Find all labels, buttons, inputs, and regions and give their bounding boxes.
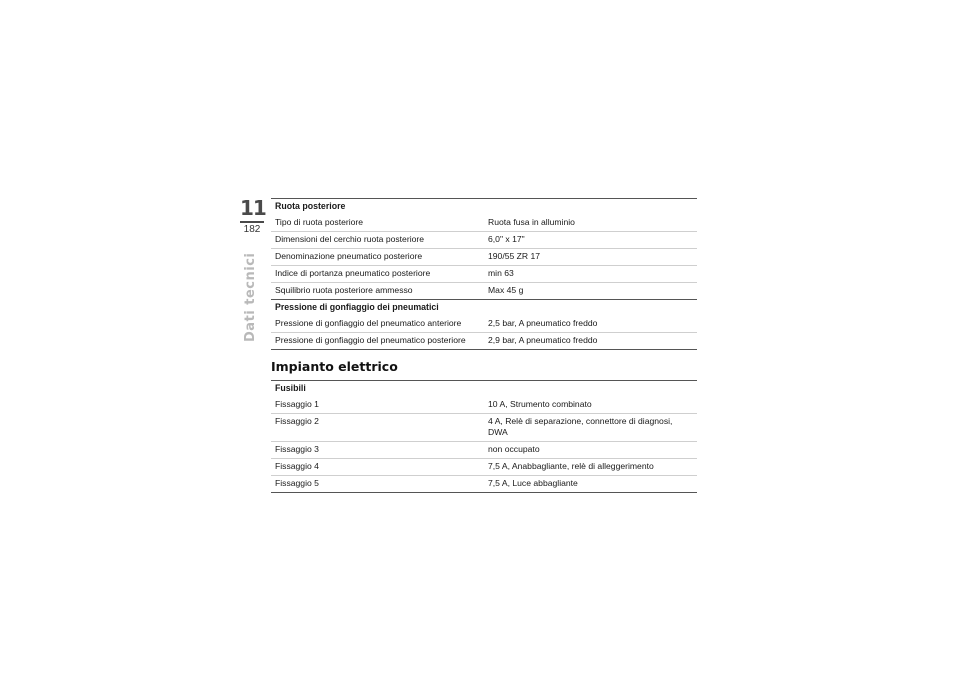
fuse-label: Fissaggio 4 <box>271 459 484 476</box>
fuse-label: Fissaggio 1 <box>271 397 484 414</box>
tire-pressure-heading: Pressione di gonfiaggio dei pneumatici <box>275 302 439 312</box>
spec-label: Tipo di ruota posteriore <box>271 215 484 232</box>
table-row <box>271 476 697 493</box>
fuses-heading-row <box>271 381 697 398</box>
tire-pressure-heading-row <box>271 300 697 316</box>
fuses-heading: Fusibili <box>271 381 697 398</box>
rear-wheel-heading: Ruota posteriore <box>271 199 697 216</box>
spec-value: 190/55 ZR 17 <box>484 249 697 266</box>
spec-value: Max 45 g <box>484 283 697 300</box>
table-row <box>271 316 697 333</box>
tire-pressure-table <box>271 300 697 350</box>
spec-label: Pressione di gonfiaggio del pneumatico posteriore <box>271 333 484 350</box>
spec-label: Pressione di gonfiaggio del pneumatico anteriore <box>271 316 484 333</box>
fuse-value: 7,5 A, Luce abbagliante <box>484 476 697 493</box>
chapter-divider <box>240 221 264 223</box>
table-row <box>271 215 697 232</box>
table-row <box>271 283 697 300</box>
table-row <box>271 442 697 459</box>
fuses-table <box>271 380 697 493</box>
page-content <box>271 198 697 493</box>
spec-value: 2,9 bar, A pneumatico freddo <box>484 333 697 350</box>
chapter-side-title: Dati tecnici <box>243 252 258 342</box>
table-row <box>271 414 697 442</box>
fuse-value: 10 A, Strumento combinato <box>484 397 697 414</box>
rear-wheel-heading-row <box>271 199 697 216</box>
fuse-value: 7,5 A, Anabbagliante, relè di alleggerimento <box>484 459 697 476</box>
section-title: Impianto elettrico <box>271 359 398 374</box>
fuse-label: Fissaggio 3 <box>271 442 484 459</box>
fuse-label: Fissaggio 5 <box>271 476 484 493</box>
spec-value: min 63 <box>484 266 697 283</box>
table-row <box>271 266 697 283</box>
table-row <box>271 397 697 414</box>
rear-wheel-table <box>271 198 697 300</box>
page-number: 182 <box>243 224 261 235</box>
spec-label: Dimensioni del cerchio ruota posteriore <box>271 232 484 249</box>
table-row <box>271 459 697 476</box>
chapter-number: 11 <box>240 196 266 220</box>
spec-value: Ruota fusa in alluminio <box>484 215 697 232</box>
spec-label: Denominazione pneumatico posteriore <box>271 249 484 266</box>
fuse-label: Fissaggio 2 <box>271 414 484 442</box>
table-row <box>271 333 697 350</box>
table-row <box>271 249 697 266</box>
spec-label: Indice di portanza pneumatico posteriore <box>271 266 484 283</box>
spec-value: 2,5 bar, A pneumatico freddo <box>484 316 697 333</box>
fuse-value: 4 A, Relè di separazione, connettore di diagnosi, DWA <box>484 414 697 442</box>
fuse-value: non occupato <box>484 442 697 459</box>
spec-label: Squilibrio ruota posteriore ammesso <box>271 283 484 300</box>
spec-value: 6,0" x 17" <box>484 232 697 249</box>
table-row <box>271 232 697 249</box>
